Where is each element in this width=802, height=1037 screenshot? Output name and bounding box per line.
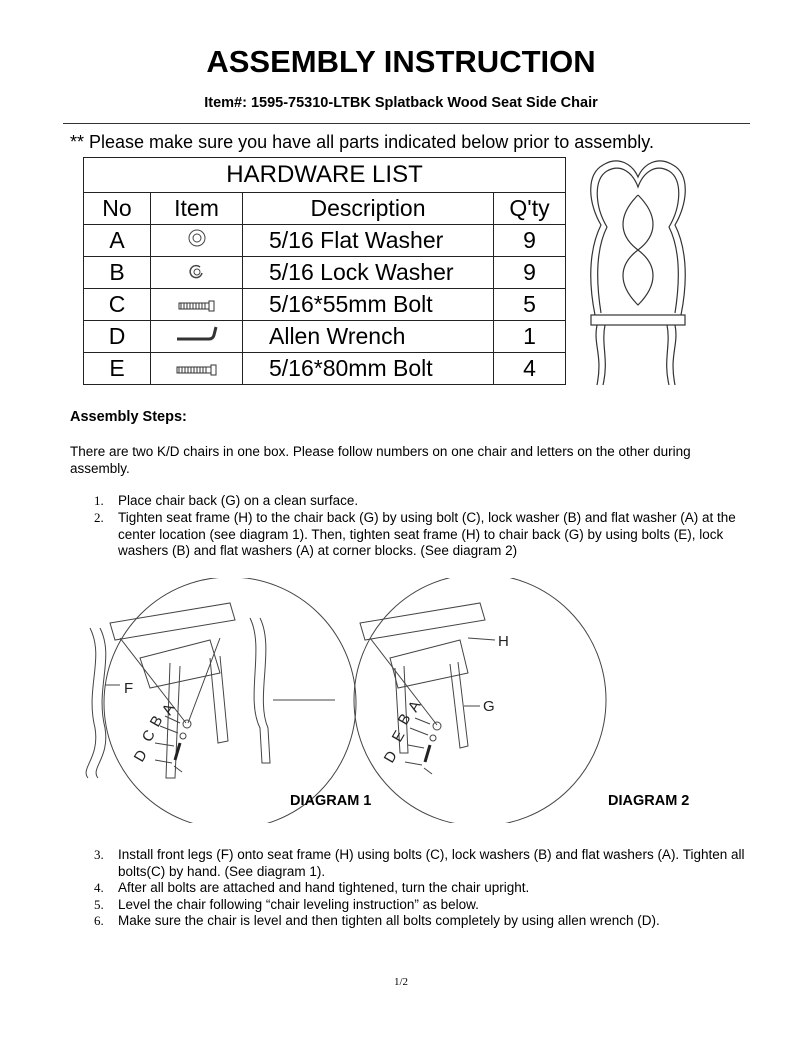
allen-wrench-icon bbox=[151, 321, 243, 353]
page-number: 1/2 bbox=[393, 976, 409, 988]
header-item: Item bbox=[151, 193, 243, 225]
step-number: 3. bbox=[94, 847, 104, 862]
label-d: D bbox=[130, 747, 151, 765]
diagram-1 bbox=[86, 578, 356, 823]
row-description: 5/16*80mm Bolt bbox=[243, 353, 494, 385]
step-6 bbox=[94, 913, 749, 930]
intro-text: There are two K/D chairs in one box. Please follow numbers on one chair and letters on the other during assembly. bbox=[70, 444, 691, 476]
row-description: 5/16 Flat Washer bbox=[243, 225, 494, 257]
chair-illustration bbox=[583, 155, 693, 390]
assembly-diagrams bbox=[70, 578, 730, 823]
step-text: Make sure the chair is level and then tighten all bolts completely by using allen wrench (D). bbox=[118, 913, 660, 928]
label-b: B bbox=[146, 712, 167, 730]
row-qty: 9 bbox=[494, 257, 566, 289]
diagram-1-caption: DIAGRAM 1 bbox=[290, 793, 372, 809]
step-number: 2. bbox=[94, 510, 104, 525]
bolt-icon bbox=[151, 353, 243, 385]
step-text: Tighten seat frame (H) to the chair back (G) by using bolt (C), lock washer (B) and flat washer (A) at the center location (see diagram 1). Then, tighten seat frame (H) to chair back (G) by using bolts (E), lock washers (B) and flat washers (A) at corner blocks. (See diagram 2) bbox=[118, 510, 736, 558]
item-number: Item#: 1595-75310-LTBK Splatback Wood Seat Side Chair bbox=[204, 95, 598, 111]
row-qty: 5 bbox=[494, 289, 566, 321]
label-b: B bbox=[394, 710, 415, 728]
table-row bbox=[84, 289, 566, 321]
label-c: C bbox=[138, 727, 159, 745]
lock-washer-icon bbox=[151, 257, 243, 289]
label-g: G bbox=[483, 698, 495, 715]
row-qty: 9 bbox=[494, 225, 566, 257]
step-3 bbox=[94, 847, 749, 880]
table-row bbox=[84, 353, 566, 385]
label-a: A bbox=[404, 697, 425, 715]
row-description: 5/16 Lock Washer bbox=[243, 257, 494, 289]
diagram-2-caption: DIAGRAM 2 bbox=[608, 793, 690, 809]
table-row bbox=[84, 257, 566, 289]
label-e: E bbox=[388, 727, 409, 745]
label-f: F bbox=[124, 680, 134, 697]
diagram-2 bbox=[354, 578, 606, 823]
row-description: Allen Wrench bbox=[243, 321, 494, 353]
header-qty: Q'ty bbox=[494, 193, 566, 225]
row-description: 5/16*55mm Bolt bbox=[243, 289, 494, 321]
parts-note: ** Please make sure you have all parts indicated below prior to assembly. bbox=[70, 132, 654, 152]
step-number: 1. bbox=[94, 493, 104, 508]
step-number: 5. bbox=[94, 897, 104, 912]
step-text: Level the chair following “chair leveling instruction” as below. bbox=[118, 897, 479, 912]
label-d: D bbox=[380, 748, 401, 766]
table-row bbox=[84, 225, 566, 257]
row-no: B bbox=[84, 257, 151, 289]
header-no: No bbox=[84, 193, 151, 225]
page-title: ASSEMBLY INSTRUCTION bbox=[206, 44, 596, 79]
row-no: D bbox=[84, 321, 151, 353]
step-4 bbox=[94, 880, 749, 897]
flat-washer-icon bbox=[151, 225, 243, 257]
divider bbox=[63, 123, 750, 124]
step-number: 4. bbox=[94, 880, 104, 895]
row-no: C bbox=[84, 289, 151, 321]
table-row bbox=[84, 321, 566, 353]
row-qty: 1 bbox=[494, 321, 566, 353]
step-5 bbox=[94, 897, 749, 914]
header-description: Description bbox=[243, 193, 494, 225]
bolt-icon bbox=[151, 289, 243, 321]
step-text: Install front legs (F) onto seat frame (H) using bolts (C), lock washers (B) and flat washers (A). Tighten all bolts(C) by hand. (See diagram 1). bbox=[118, 847, 745, 879]
label-a: A bbox=[158, 700, 179, 718]
row-no: A bbox=[84, 225, 151, 257]
row-no: E bbox=[84, 353, 151, 385]
assembly-steps-heading: Assembly Steps: bbox=[70, 409, 187, 425]
step-number: 6. bbox=[94, 913, 104, 928]
row-qty: 4 bbox=[494, 353, 566, 385]
step-text: Place chair back (G) on a clean surface. bbox=[118, 493, 359, 508]
step-text: After all bolts are attached and hand tightened, turn the chair upright. bbox=[118, 880, 530, 895]
step-1 bbox=[94, 493, 749, 510]
hardware-title: HARDWARE LIST bbox=[84, 158, 566, 193]
hardware-table bbox=[83, 157, 566, 385]
step-2 bbox=[94, 510, 749, 560]
label-h: H bbox=[498, 633, 509, 650]
